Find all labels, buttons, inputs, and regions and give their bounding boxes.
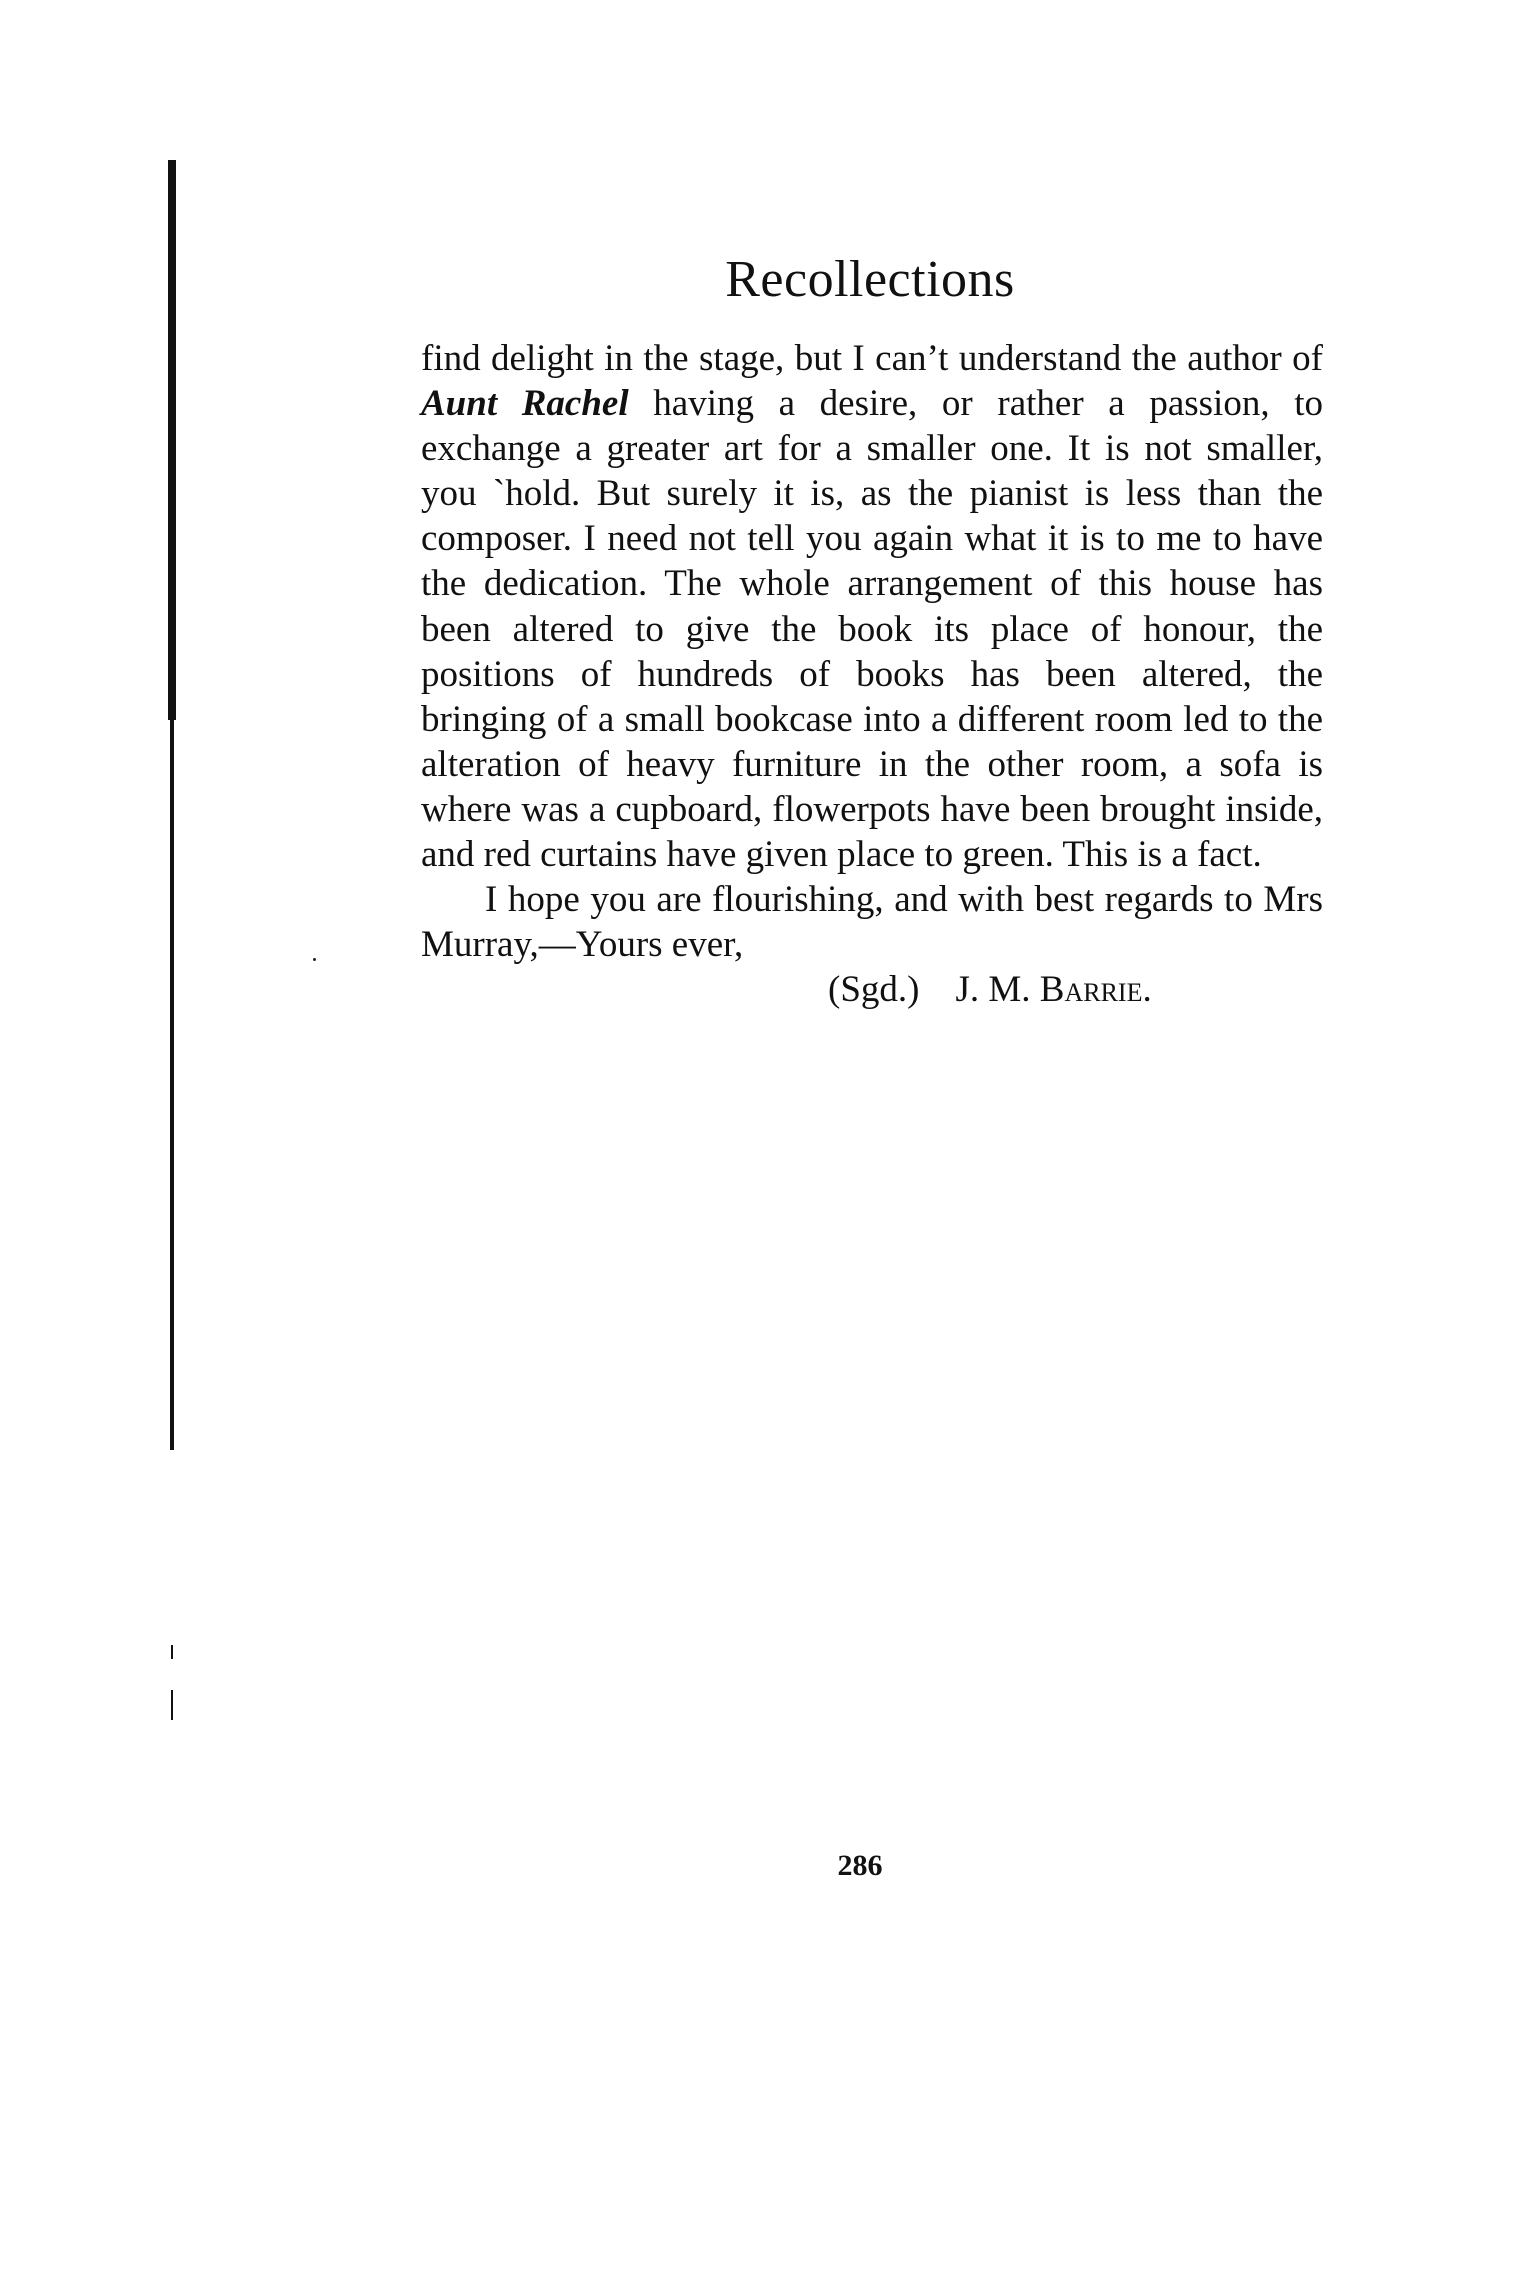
page-number: 286 — [837, 1849, 883, 1882]
letter-body — [421, 336, 1323, 1012]
signature-prefix: (Sgd.) — [828, 969, 920, 1011]
scan-edge-line — [170, 160, 174, 1450]
signature-initials: J. M. — [955, 969, 1040, 1011]
signature-surname: Barrie. — [1039, 969, 1152, 1011]
letter-text: having a desire, or rather a passion, to exchange a greater art for a smaller one. It is not smaller, you `hold. But surely it is, as the pianist is less than the composer. I need not tell you again what it is to me to have the dedication. The whole arrangement of this house has been altered to give the book its place of honour, the positions of hundreds of books has been altered, the bringing of a small bookcase into a different room led to the alteration of heavy furniture in the other room, a sofa is where was a cupboard, flowerpots have been brought inside, and red curtains have given place to green. This is a fact. — [421, 383, 1323, 876]
letter-text: find delight in the stage, but I can’t understand the author of — [421, 338, 1323, 379]
scan-edge-tick — [171, 1690, 173, 1720]
letter-paragraph: I hope you are flourishing, and with best regards to Mrs Murray,—Yours ever, — [421, 879, 1323, 966]
scan-edge-tick — [171, 1645, 173, 1659]
book-title: Aunt Rachel — [421, 383, 629, 425]
running-head: Recollections — [725, 251, 1015, 308]
scan-speck — [313, 958, 316, 961]
signature — [421, 967, 1323, 1012]
letter-paragraph — [421, 336, 1323, 877]
